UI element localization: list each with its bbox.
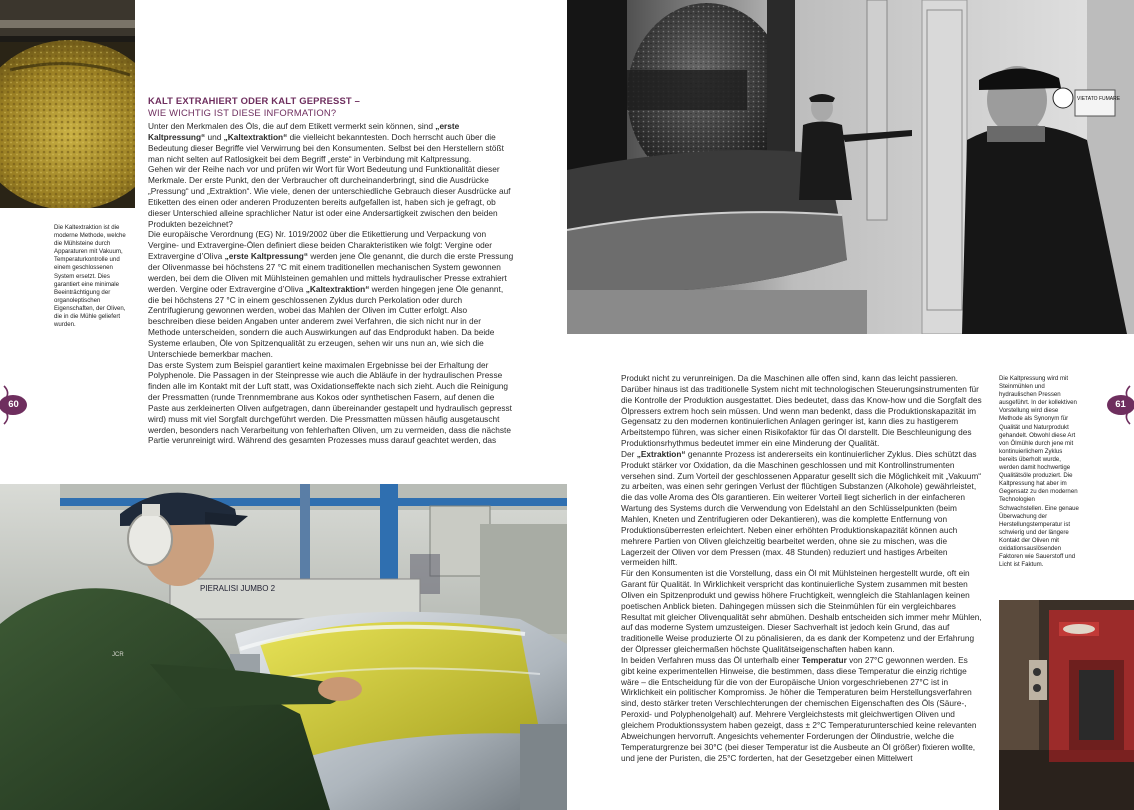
olive-paste-photo bbox=[0, 0, 135, 208]
paragraph: Die europäische Verordnung (EG) Nr. 1019/2002 über die Etikettierung und Verpackung von Vergine- und Extravergine-Ölen definiert diese beiden Charakteristiken wie folgt: Vergine oder Extravergine d’Oliva „erste Kaltpressung“ werden jene Öle genannt, die durch die erste Pressung der Olivenmasse bei höchstens 27 °C mit einem traditionellen mechanischen System gewonnen werden, bei dem die Oliven mit Mühlsteinen gemahlen und mittels hydraulischer Presse extrahiert werden. Vergine oder Extravergine d’Oliva „Kaltextraktion“ werden hingegen jene Öle genannt, die bei höchstens 27 °C in einem geschlossenen Zyklus durch Perkolation oder durch Zentrifugierung gewonnen werden, wobei das Mahlen der Oliven im Cutter erfolgt. Also beschreiben diese beiden Angaben unter anderem zwei Verfahren, die sich nicht nur in der Methode unterscheiden, sondern die auch Auswirkungen auf das Endprodukt haben. Da beide Systeme erlauben, Öle von Spitzenqualität zu erzeugen, sehen wir uns nun an, wie sich die Unterschiede bemerkbar machen. bbox=[148, 229, 514, 359]
millstone-press-photo bbox=[567, 0, 1134, 334]
section-heading bbox=[148, 95, 508, 119]
no-smoking-sign: VIETATO FUMARE bbox=[1077, 96, 1121, 102]
paragraph: Gehen wir der Reihe nach vor und prüfen wir Wort für Wort Bedeutung und Funktionalität dieser Merkmale. Der erste Punkt, den der Verbraucher oft durcheinanderbringt, sind die Ausdrücke „Pressung“ und „Extraktion“. Wie viele, denen der unterschiedliche Gebrauch dieser Ausdrücke auf Etiketten des einen oder anderen Produzenten bereits aufgefallen ist, haben sich je gefragt, ob dieser Unterschied alleine sprachlicher Natur ist oder eine Andersartigkeit zwischen den beiden Produkten bezeichnet? bbox=[148, 164, 511, 229]
caption-cold-extraction: Die Kaltextraktion ist die moderne Methode, welche die Mühlsteine durch Apparaturen mit Vakuum, Temperaturkontrolle und einem geschlossenen System ersetzt. Dies garantiert eine minimale Beeinträchtigung der organoleptischen Eigenschaften, der Oliven, die in die Mühle geliefert wurden. bbox=[54, 224, 126, 329]
hydraulic-press-photo bbox=[999, 600, 1134, 810]
heading-line-1: KALT EXTRAHIERT ODER KALT GEPRESST – bbox=[148, 95, 361, 106]
paragraph: In beiden Verfahren muss das Öl unterhalb einer Temperatur von 27°C gewonnen werden. Es gibt keine experimentellen Hinweise, die bestimmen, dass diese Temperatur die einzig richtige wäre – die Entscheidung für die von der Europäische Union vorgeschriebenen 27°C ist in Wirklichkeit ein politischer Kompromiss. Je höher die Temperaturen beim Herstellungsverfahren sind, desto stärker treten Verschlechterungen der chemischen Eigenschaften des Öls (Säure-, Peroxid- und Polyphenolgehalt) auf. Mehrere Vergleichstests mit gleichwertigen Oliven und gleichem Produktionssystem haben gezeigt, dass ± 2°C Temperaturunterschied keine relevanten Abweichungen hervorruft. Angesichts vehementer Forderungen der Ölindustrie, welche die Temperaturgrenze bei 30°C (bei dieser Temperatur ist die Ausbeute an Öl größer) fixieren wollte, und jene der Puristen, die 25°C forderten, hat der Gesetzgeber einen Mittelwert bbox=[621, 654, 977, 763]
paragraph: Unter den Merkmalen des Öls, die auf dem Etikett vermerkt sein können, sind „erste Kaltpressung“ und „Kaltextraktion“ die vielleicht bekanntesten. Doch herrscht auch über die Bedeutung dieser Begriffe viel Verwirrung bei den Konsumenten. Selbst bei den Herstellern stößt man nicht selten auf Ratlosigkeit bei dem Begriff „erste“ in Verbindung mit Kaltpressung. bbox=[148, 121, 504, 164]
caption-cold-pressing: Die Kaltpressung wird mit Steinmühlen und hydraulischen Pressen ausgeführt. In der kollektiven Vorstellung wird diese Methode als Synonym für Qualität und Naturprodukt gehandelt. Obwohl diese Art von Ölmühle durch jene mit kontinuierlichem Zyklus bereits überholt wurde, werden damit hochwertige Qualitätsöle produziert. Die Kaltpressung hat aber im Gegensatz zu den modernen Technologien Schwachstellen. Eine genaue Überwachung der Herstellungstemperatur ist schwierig und der längere Kontakt der Oliven mit oxidationsauslösenden Faktoren wie Sauerstoff und Licht ist Faktum. bbox=[999, 375, 1079, 569]
machine-plate: PIERALISI JUMBO 2 bbox=[200, 584, 276, 593]
left-body-column bbox=[148, 121, 514, 446]
svg-text:JCR: JCR bbox=[112, 652, 124, 658]
page-number-right: 61 bbox=[1115, 399, 1126, 410]
paragraph: Für den Konsumenten ist die Vorstellung, dass ein Öl mit Mühlsteinen hergestellt wurde, oft ein Garant für Qualität. In Wirklichkeit verspricht das kontinuierliche System zusammen mit besten Oliven ein Spitzenprodukt und gewiss höhere Fruchtigkeit, wenngleich die Stahlanlagen keinen poetischen Anblick bieten. Dahingegen müssen sich die Steinmühlen für ein vergleichbares Resultat mit gleicher Olivenqualität sehr abmühen. Deshalb entscheiden sich immer mehr Mühlen, auf das moderne System umzusteigen. Dieser Sachverhalt ist jedoch kein Grund, das auf traditionelle Weise produzierte Öl zu pönalisieren, da es dank der Kompetenz und der Erfahrung der Ölpresser gleichermaßen höchste Qualitätseigenschaften haben kann. bbox=[621, 568, 982, 655]
paragraph: Produkt nicht zu verunreinigen. Da die Maschinen alle offen sind, kann das leicht passieren. Darüber hinaus ist das traditionelle System nicht mit technologischen Steuerungsinstrumenten für die Kontrolle der Produktion ausgestattet. Dies bedeutet, dass das Know-how und die Sorgfalt des Ölpressers extrem hoch sein müssen. Und wenn man bedenkt, dass die Produktionskapazität im Gegensatz zu den modernen kontinuierlichen Anlagen geringer ist, kann dies zu hastigerem Arbeitstempo führen, was sicher einen Risikofaktor für das Öl darstellt. Die Beschleunigung des Produktionsrhythmus bedeutet immer ein eine Minderung der Qualität. bbox=[621, 373, 982, 449]
page-number-left: 60 bbox=[8, 399, 19, 410]
paragraph: Der „Extraktion“ genannte Prozess ist andererseits ein kontinuierlicher Zyklus. Dies schützt das Produkt stärker vor Oxidation, da die Maschinen geschlossen und mit Kontrollinstrumenten versehen sind. Zum Vorteil der geschlossenen Apparatur gesellt sich die Möglichkeit mit „Vakuum“ zu arbeiten, was einen sehr geringen Verlust der flüchtigen Substanzen (Alkohole) gewährleistet, die das volle Aroma des Öls garantieren. Ein weiterer Vorteil liegt sicherlich in der einfacheren Wartung des Systems durch die Verwendung von Edelstahl an den Schlüsselpunkten (beim Mahlen, Kneten und Zentrifugieren oder Dekantieren), was die komplette Entfernung von Produktionsüberresten erleichtert. Neben einer erhöhten Produktionskapazität können auch mehrere Partien von Oliven gleichzeitig bearbeitet werden, ohne sie zu mischen, was die Lagerzeit der Oliven vor dem Pressen (max. 48 Stunden) reduziert und hastiges Arbeiten vermeiden hilft. bbox=[621, 448, 982, 568]
page-number-badge-right bbox=[1104, 382, 1134, 428]
page-number-badge-left bbox=[0, 382, 30, 428]
worker-machine-photo bbox=[0, 484, 567, 810]
paragraph: Das erste System zum Beispiel garantiert keine maximalen Ergebnisse bei der Erhaltung der Polyphenole. Die Passagen in der Steinpresse wie auch die Abläufe in der hydraulischen Presse finden alle im Kontakt mit der Luft statt, was Oxidationseffekte nach sich zieht. Auch die Reinigung der Pressmatten (runde Trennmembrane aus Kokos oder synthetischen Fasern, auf denen die Paste aus zerkleinerten Oliven aufgetragen, dann übereinander gestapelt und hydraulisch gepresst wird) muss mit viel Sorgfalt durchgeführt werden. Die Pressmatten müssen häufig ausgetauscht werden, besonders nach Verarbeitung von fehlerhaften Oliven, um zu vermeiden, dass die nächste Partie verunreinigt wird. Während des gesamten Prozesses muss darauf geachtet werden, das bbox=[148, 359, 512, 446]
right-body-column bbox=[621, 373, 983, 763]
heading-line-2: WIE WICHTIG IST DIESE INFORMATION? bbox=[148, 107, 337, 118]
